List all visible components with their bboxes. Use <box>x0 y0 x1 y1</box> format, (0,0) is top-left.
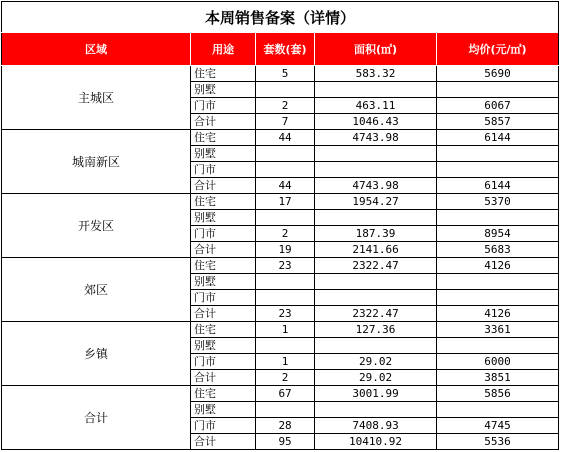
area-cell: 7408.93 <box>315 418 437 434</box>
use-cell: 别墅 <box>191 210 256 226</box>
units-cell <box>256 338 315 354</box>
region-cell: 开发区 <box>2 194 191 258</box>
units-cell <box>256 82 315 98</box>
table-row <box>2 194 559 210</box>
units-cell: 2 <box>256 226 315 242</box>
area-cell: 2322.47 <box>315 258 437 274</box>
avg-price-cell: 4126 <box>437 306 559 322</box>
use-cell: 别墅 <box>191 82 256 98</box>
avg-price-cell: 5856 <box>437 386 559 402</box>
table-row <box>2 322 559 338</box>
use-cell: 别墅 <box>191 274 256 290</box>
area-cell: 1954.27 <box>315 194 437 210</box>
column-header-area: 面积(㎡) <box>315 33 437 66</box>
use-cell: 住宅 <box>191 194 256 210</box>
use-cell: 别墅 <box>191 146 256 162</box>
area-cell <box>315 82 437 98</box>
units-cell: 19 <box>256 242 315 258</box>
avg-price-cell <box>437 162 559 178</box>
use-cell: 住宅 <box>191 258 256 274</box>
units-cell: 2 <box>256 370 315 386</box>
units-cell <box>256 290 315 306</box>
avg-price-cell: 5683 <box>437 242 559 258</box>
avg-price-cell: 4745 <box>437 418 559 434</box>
area-cell: 2322.47 <box>315 306 437 322</box>
sales-table <box>1 32 559 450</box>
region-cell: 城南新区 <box>2 130 191 194</box>
avg-price-cell: 8954 <box>437 226 559 242</box>
area-cell: 29.02 <box>315 354 437 370</box>
units-cell <box>256 274 315 290</box>
area-cell <box>315 274 437 290</box>
units-cell: 23 <box>256 258 315 274</box>
area-cell: 4743.98 <box>315 178 437 194</box>
area-cell: 10410.92 <box>315 434 437 450</box>
use-cell: 别墅 <box>191 338 256 354</box>
table-row <box>2 258 559 274</box>
units-cell: 2 <box>256 98 315 114</box>
avg-price-cell <box>437 402 559 418</box>
region-cell: 主城区 <box>2 66 191 130</box>
area-cell <box>315 402 437 418</box>
column-header-avg-price: 均价(元/㎡) <box>437 33 559 66</box>
units-cell: 5 <box>256 66 315 82</box>
use-cell: 合计 <box>191 434 256 450</box>
units-cell: 44 <box>256 130 315 146</box>
use-cell: 合计 <box>191 114 256 130</box>
use-cell: 住宅 <box>191 66 256 82</box>
use-cell: 合计 <box>191 306 256 322</box>
units-cell: 95 <box>256 434 315 450</box>
use-cell: 门市 <box>191 98 256 114</box>
units-cell <box>256 402 315 418</box>
avg-price-cell: 5536 <box>437 434 559 450</box>
area-cell <box>315 338 437 354</box>
table-row <box>2 66 559 82</box>
column-header-units: 套数(套) <box>256 33 315 66</box>
area-cell: 4743.98 <box>315 130 437 146</box>
area-cell <box>315 290 437 306</box>
units-cell: 1 <box>256 322 315 338</box>
region-cell: 乡镇 <box>2 322 191 386</box>
use-cell: 别墅 <box>191 402 256 418</box>
units-cell: 44 <box>256 178 315 194</box>
avg-price-cell <box>437 338 559 354</box>
units-cell: 1 <box>256 354 315 370</box>
area-cell: 463.11 <box>315 98 437 114</box>
units-cell: 7 <box>256 114 315 130</box>
use-cell: 门市 <box>191 162 256 178</box>
avg-price-cell <box>437 290 559 306</box>
avg-price-cell: 5690 <box>437 66 559 82</box>
avg-price-cell: 3851 <box>437 370 559 386</box>
avg-price-cell <box>437 274 559 290</box>
avg-price-cell: 6067 <box>437 98 559 114</box>
area-cell: 3001.99 <box>315 386 437 402</box>
use-cell: 门市 <box>191 226 256 242</box>
units-cell: 67 <box>256 386 315 402</box>
avg-price-cell <box>437 82 559 98</box>
avg-price-cell <box>437 146 559 162</box>
avg-price-cell: 4126 <box>437 258 559 274</box>
area-cell: 583.32 <box>315 66 437 82</box>
use-cell: 合计 <box>191 370 256 386</box>
avg-price-cell: 5857 <box>437 114 559 130</box>
area-cell <box>315 146 437 162</box>
use-cell: 住宅 <box>191 322 256 338</box>
avg-price-cell: 6144 <box>437 178 559 194</box>
area-cell: 127.36 <box>315 322 437 338</box>
column-header-region: 区域 <box>2 33 191 66</box>
column-header-use: 用途 <box>191 33 256 66</box>
area-cell <box>315 210 437 226</box>
table-body <box>2 66 559 450</box>
area-cell: 2141.66 <box>315 242 437 258</box>
avg-price-cell: 3361 <box>437 322 559 338</box>
sheet-title: 本周销售备案（详情） <box>1 1 559 33</box>
area-cell: 1046.43 <box>315 114 437 130</box>
region-cell: 合计 <box>2 386 191 450</box>
units-cell: 28 <box>256 418 315 434</box>
use-cell: 门市 <box>191 418 256 434</box>
region-cell: 郊区 <box>2 258 191 322</box>
area-cell: 187.39 <box>315 226 437 242</box>
use-cell: 合计 <box>191 178 256 194</box>
units-cell <box>256 146 315 162</box>
area-cell: 29.02 <box>315 370 437 386</box>
table-row <box>2 130 559 146</box>
use-cell: 门市 <box>191 354 256 370</box>
header-row <box>2 33 559 66</box>
avg-price-cell: 5370 <box>437 194 559 210</box>
area-cell <box>315 162 437 178</box>
avg-price-cell <box>437 210 559 226</box>
units-cell <box>256 210 315 226</box>
use-cell: 合计 <box>191 242 256 258</box>
table-row <box>2 386 559 402</box>
use-cell: 住宅 <box>191 130 256 146</box>
units-cell <box>256 162 315 178</box>
units-cell: 17 <box>256 194 315 210</box>
units-cell: 23 <box>256 306 315 322</box>
use-cell: 住宅 <box>191 386 256 402</box>
use-cell: 门市 <box>191 290 256 306</box>
avg-price-cell: 6000 <box>437 354 559 370</box>
avg-price-cell: 6144 <box>437 130 559 146</box>
